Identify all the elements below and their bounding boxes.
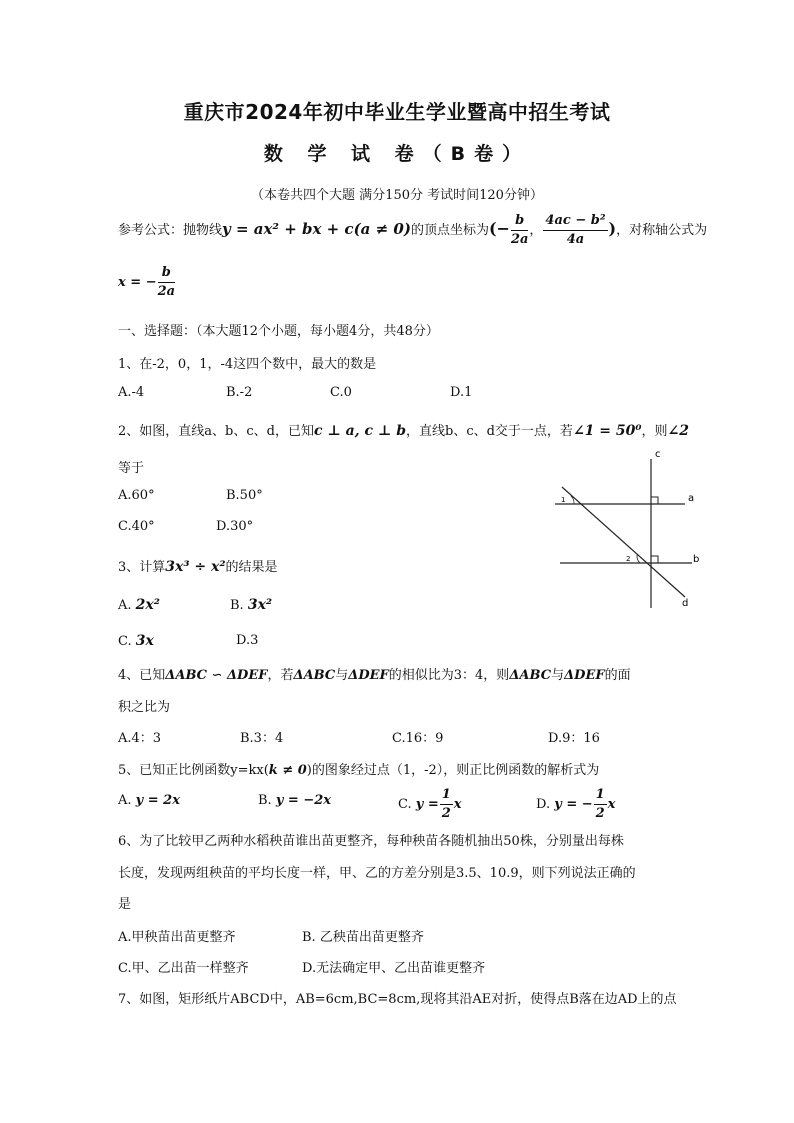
- q4-s6: 的面: [604, 668, 631, 683]
- q1-stem: 1、在-2，0，1，-4这四个数中，最大的数是: [118, 357, 377, 372]
- q2-stem-start: 2、如图，直线a、b、c、d，已知: [118, 424, 314, 439]
- q3-stem-start: 3、计算: [118, 560, 166, 575]
- q5-d-rhs: x: [607, 797, 616, 812]
- axis-formula: [118, 264, 176, 301]
- q5-d-lhs: y = −: [554, 797, 593, 812]
- q5-s2: )的图象经过点（1，-2），则正比例函数的解析式为: [306, 763, 600, 778]
- formula-line: [118, 212, 707, 249]
- q1-option-a[interactable]: A.-4: [118, 385, 145, 400]
- right-angle-mark-a: [651, 497, 658, 504]
- q5-d-num: 1: [594, 786, 607, 805]
- v1-num: b: [511, 212, 528, 231]
- q4-s2: ，若: [267, 668, 294, 683]
- q6-option-d[interactable]: D.无法确定甲、乙出苗谁更整齐: [302, 961, 486, 976]
- q4-option-b[interactable]: B.3：4: [240, 731, 284, 746]
- vertex-close: ): [608, 219, 617, 238]
- q3-expression: 3x³ ÷ x²: [165, 559, 226, 575]
- q4-s5: 与: [551, 668, 565, 683]
- q5-c-fraction: [440, 786, 453, 823]
- q4-stem: [118, 664, 631, 683]
- q2-option-c[interactable]: C.40°: [118, 519, 155, 534]
- q6-stem-line3: 是: [118, 897, 132, 912]
- axis-fraction: [158, 264, 175, 301]
- q5-d-fraction: [594, 786, 607, 823]
- q5-a-label: A.: [118, 793, 132, 808]
- q1-option-d[interactable]: D.1: [450, 385, 473, 400]
- q5-option-c[interactable]: [398, 786, 462, 823]
- q2-condition: c ⊥ a, c ⊥ b: [313, 423, 406, 439]
- q7-stem-line1: 7、如图，矩形纸片ABCD中，AB=6cm,BC=8cm,现将其沿AE对折，使得点B落在边AD上的点: [118, 992, 677, 1007]
- q5-c-num: 1: [440, 786, 453, 805]
- q5-option-a[interactable]: [118, 793, 180, 808]
- q5-d-label: D.: [536, 797, 551, 812]
- q4-s3: 与: [335, 668, 349, 683]
- q2-stem: [118, 420, 689, 439]
- label-c: c: [655, 449, 661, 460]
- formula-prefix: 参考公式：抛物线: [118, 223, 223, 238]
- q5-c-label: C.: [398, 797, 412, 812]
- q6-stem-line2: 长度，发现两组秧苗的平均长度一样，甲、乙的方差分别是3.5、10.9，则下列说法正确的: [118, 866, 636, 881]
- exam-title: 重庆市2024年初中毕业生学业暨高中招生考试: [183, 100, 611, 124]
- q1-option-c[interactable]: C.0: [330, 385, 352, 400]
- q3-stem: [118, 556, 277, 575]
- q4-option-d[interactable]: D.9：16: [548, 731, 600, 746]
- q2-option-d[interactable]: D.30°: [216, 519, 254, 534]
- right-angle-mark-b: [651, 556, 658, 563]
- q4-s4: 的相似比为3：4，则: [388, 668, 510, 683]
- q5-option-b[interactable]: [258, 793, 331, 808]
- q2-stem-mid: ，直线b、c、d交于一点，若: [406, 424, 573, 439]
- q4-t4: ΔDEF: [564, 668, 605, 683]
- q5-c-rhs: x: [453, 797, 462, 812]
- q4-similar: ΔABC ∽ ΔDEF: [165, 668, 268, 683]
- exam-subtitle: 数 学 试 卷（B卷）: [263, 143, 531, 165]
- parabola-equation: y = ax² + bx + c(a ≠ 0): [222, 220, 411, 238]
- q5-stem: [118, 759, 599, 778]
- angle2-label: 2: [626, 555, 631, 563]
- vertex-y-fraction: [543, 212, 607, 249]
- q4-stem-cont: 积之比为: [118, 700, 171, 715]
- q5-a-value: y = 2x: [135, 793, 180, 808]
- q3-c-label: C.: [118, 634, 132, 649]
- q5-c-lhs: y =: [415, 797, 439, 812]
- vertex-open: (−: [488, 219, 510, 238]
- q6-option-b[interactable]: B. 乙秧苗出苗更整齐: [302, 930, 424, 945]
- v1-den: 2a: [510, 232, 529, 247]
- q6-option-c[interactable]: C.甲、乙出苗一样整齐: [118, 961, 249, 976]
- section-heading: 一、选择题：（本大题12个小题，每小题4分，共48分）: [118, 324, 439, 339]
- q4-s1: 4、已知: [118, 668, 166, 683]
- q2-option-b[interactable]: B.50°: [226, 488, 263, 503]
- vertex-x-fraction: [511, 212, 528, 249]
- q5-b-value: y = −2x: [275, 793, 332, 808]
- q1-option-b[interactable]: B.-2: [226, 385, 253, 400]
- q5-b-label: B.: [258, 793, 272, 808]
- q3-c-value: 3x: [135, 633, 154, 649]
- q2-line-figure: [540, 445, 720, 615]
- q2-angle1: ∠1 = 50⁰: [572, 423, 642, 439]
- q5-option-d[interactable]: [536, 786, 615, 823]
- axis-den: 2a: [157, 284, 176, 299]
- q4-t3: ΔABC: [509, 668, 552, 683]
- q3-option-c[interactable]: [118, 633, 154, 649]
- q6-stem-line1: 6、为了比较甲乙两种水稻秧苗谁出苗更整齐，每种秧苗各随机抽出50株，分别量出每株: [118, 834, 624, 849]
- label-a: a: [688, 493, 695, 504]
- q4-option-c[interactable]: C.16：9: [392, 731, 444, 746]
- q3-option-b[interactable]: [230, 597, 272, 613]
- label-b: b: [693, 554, 700, 565]
- v2-den: 4a: [566, 232, 585, 247]
- q5-k-condition: k ≠ 0: [268, 763, 307, 778]
- q5-d-den: 2: [595, 806, 605, 821]
- q2-stem-cont: 等于: [118, 461, 145, 476]
- q6-option-a[interactable]: A.甲秧苗出苗更整齐: [118, 930, 236, 945]
- q4-t2: ΔDEF: [348, 668, 389, 683]
- axis-lhs: x = −: [118, 275, 157, 290]
- q3-stem-end: 的结果是: [225, 560, 278, 575]
- q2-angle2: ∠2: [667, 423, 690, 439]
- q3-a-value: 2x²: [135, 597, 160, 613]
- q3-b-value: 3x²: [247, 597, 273, 613]
- q3-option-d[interactable]: D.3: [236, 633, 259, 648]
- q5-s1: 5、已知正比例函数y=kx(: [118, 763, 269, 778]
- q3-a-label: A.: [118, 598, 132, 613]
- label-d: d: [682, 598, 689, 609]
- q3-option-a[interactable]: [118, 597, 160, 613]
- q4-t1: ΔABC: [293, 668, 336, 683]
- q3-b-label: B.: [230, 598, 244, 613]
- vertex-text: 的顶点坐标为: [410, 223, 489, 238]
- q2-stem-end: ，则: [641, 424, 668, 439]
- exam-note: （本卷共四个大题 满分150分 考试时间120分钟）: [251, 188, 543, 203]
- axis-text: ，对称轴公式为: [616, 223, 708, 238]
- q5-c-den: 2: [441, 806, 451, 821]
- q4-option-a[interactable]: A.4：3: [118, 731, 162, 746]
- vertex-comma: ，: [529, 223, 543, 238]
- q2-option-a[interactable]: A.60°: [118, 488, 155, 503]
- angle1-label: 1: [561, 496, 566, 504]
- v2-num: 4ac − b²: [543, 212, 607, 231]
- axis-num: b: [158, 264, 175, 283]
